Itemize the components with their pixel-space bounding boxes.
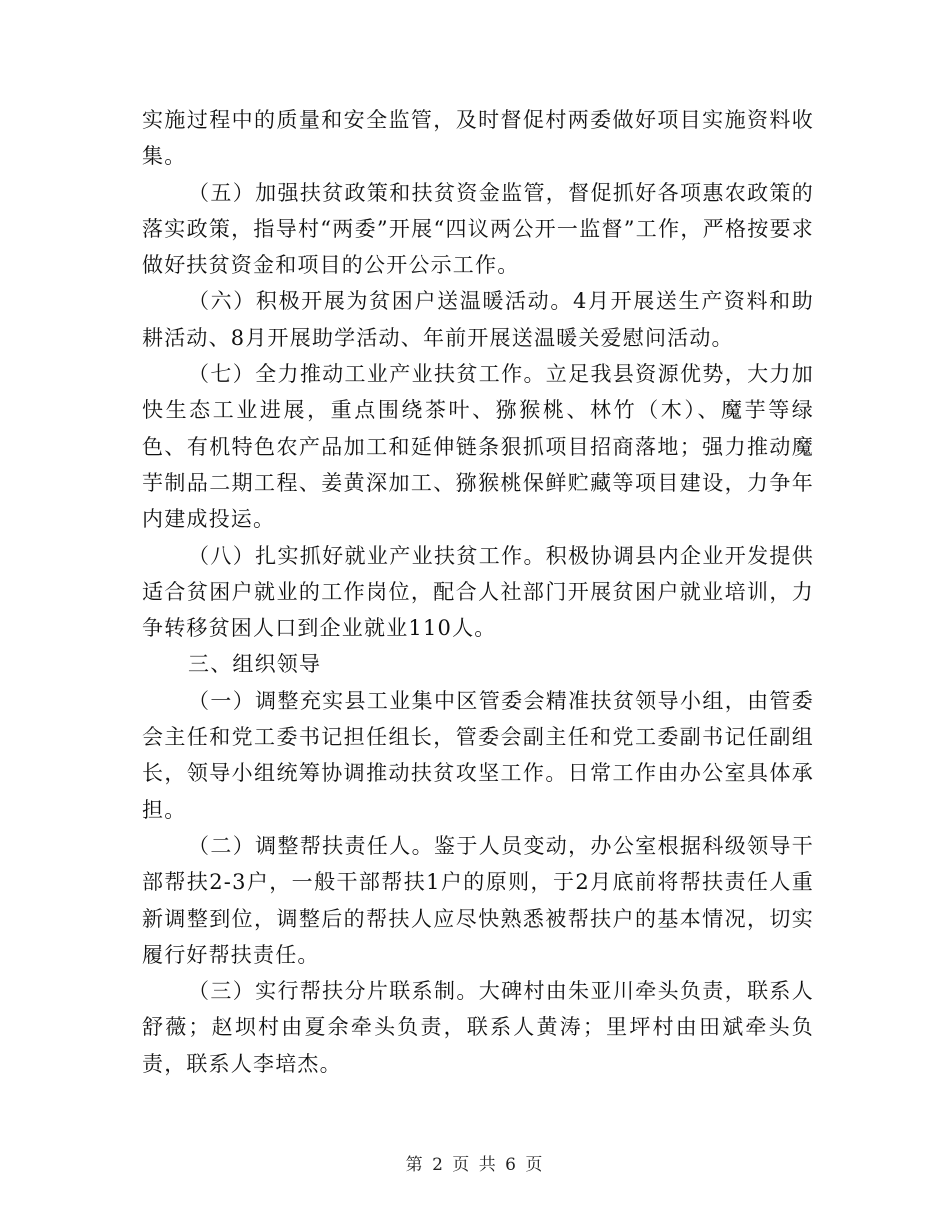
paragraph-item-6: （六）积极开展为贫困户送温暖活动。4月开展送生产资料和助耕活动、8月开展助学活动、年前开展送温暖关爱慰问活动。 [142,289,814,350]
paragraph-org-1: （一）调整充实县工业集中区管委会精准扶贫领导小组，由管委会主任和党工委书记担任组长，管委会副主任和党工委副书记任副组长，领导小组统筹协调推动扶贫攻坚工作。日常工作由办公室具体承担。 [142,688,814,822]
paragraph-item-7: （七）全力推动工业产业扶贫工作。立足我县资源优势，大力加快生态工业进展，重点围绕茶叶、猕猴桃、林竹（木）、魔芋等绿色、有机特色农产品加工和延伸链条狠抓项目招商落地；强力推动魔芋制品二期工程、姜黄深加工、猕猴桃保鲜贮藏等项目建设，力争年内建成投运。 [142,362,814,532]
paragraph-org-2: （二）调整帮扶责任人。鉴于人员变动，办公室根据科级领导干部帮扶2-3户，一般干部帮扶1户的原则，于2月底前将帮扶责任人重新调整到位，调整后的帮扶人应尽快熟悉被帮扶户的基本情况，切实履行好帮扶责任。 [142,833,814,967]
document-body [142,102,814,1082]
paragraph-org-3: （三）实行帮扶分片联系制。大碑村由朱亚川牵头负责，联系人舒薇；赵坝村由夏余牵头负责，联系人黄涛；里坪村由田斌牵头负责，联系人李培杰。 [142,979,814,1076]
section-heading-organization: 三、组织领导 [188,652,322,677]
paragraph-item-8: （八）扎实抓好就业产业扶贫工作。积极协调县内企业开发提供适合贫困户就业的工作岗位，配合人社部门开展贫困户就业培训，力争转移贫困人口到企业就业110人。 [142,543,814,641]
page-number-footer: 第 2 页 共 6 页 [405,1155,545,1175]
paragraph-item-5: （五）加强扶贫政策和扶贫资金监管，督促抓好各项惠农政策的落实政策，指导村“两委”开展“四议两公开一监督”工作，严格按要求做好扶贫资金和项目的公开公示工作。 [142,180,814,278]
paragraph-continuation: 实施过程中的质量和安全监管，及时督促村两委做好项目实施资料收集。 [142,108,814,169]
